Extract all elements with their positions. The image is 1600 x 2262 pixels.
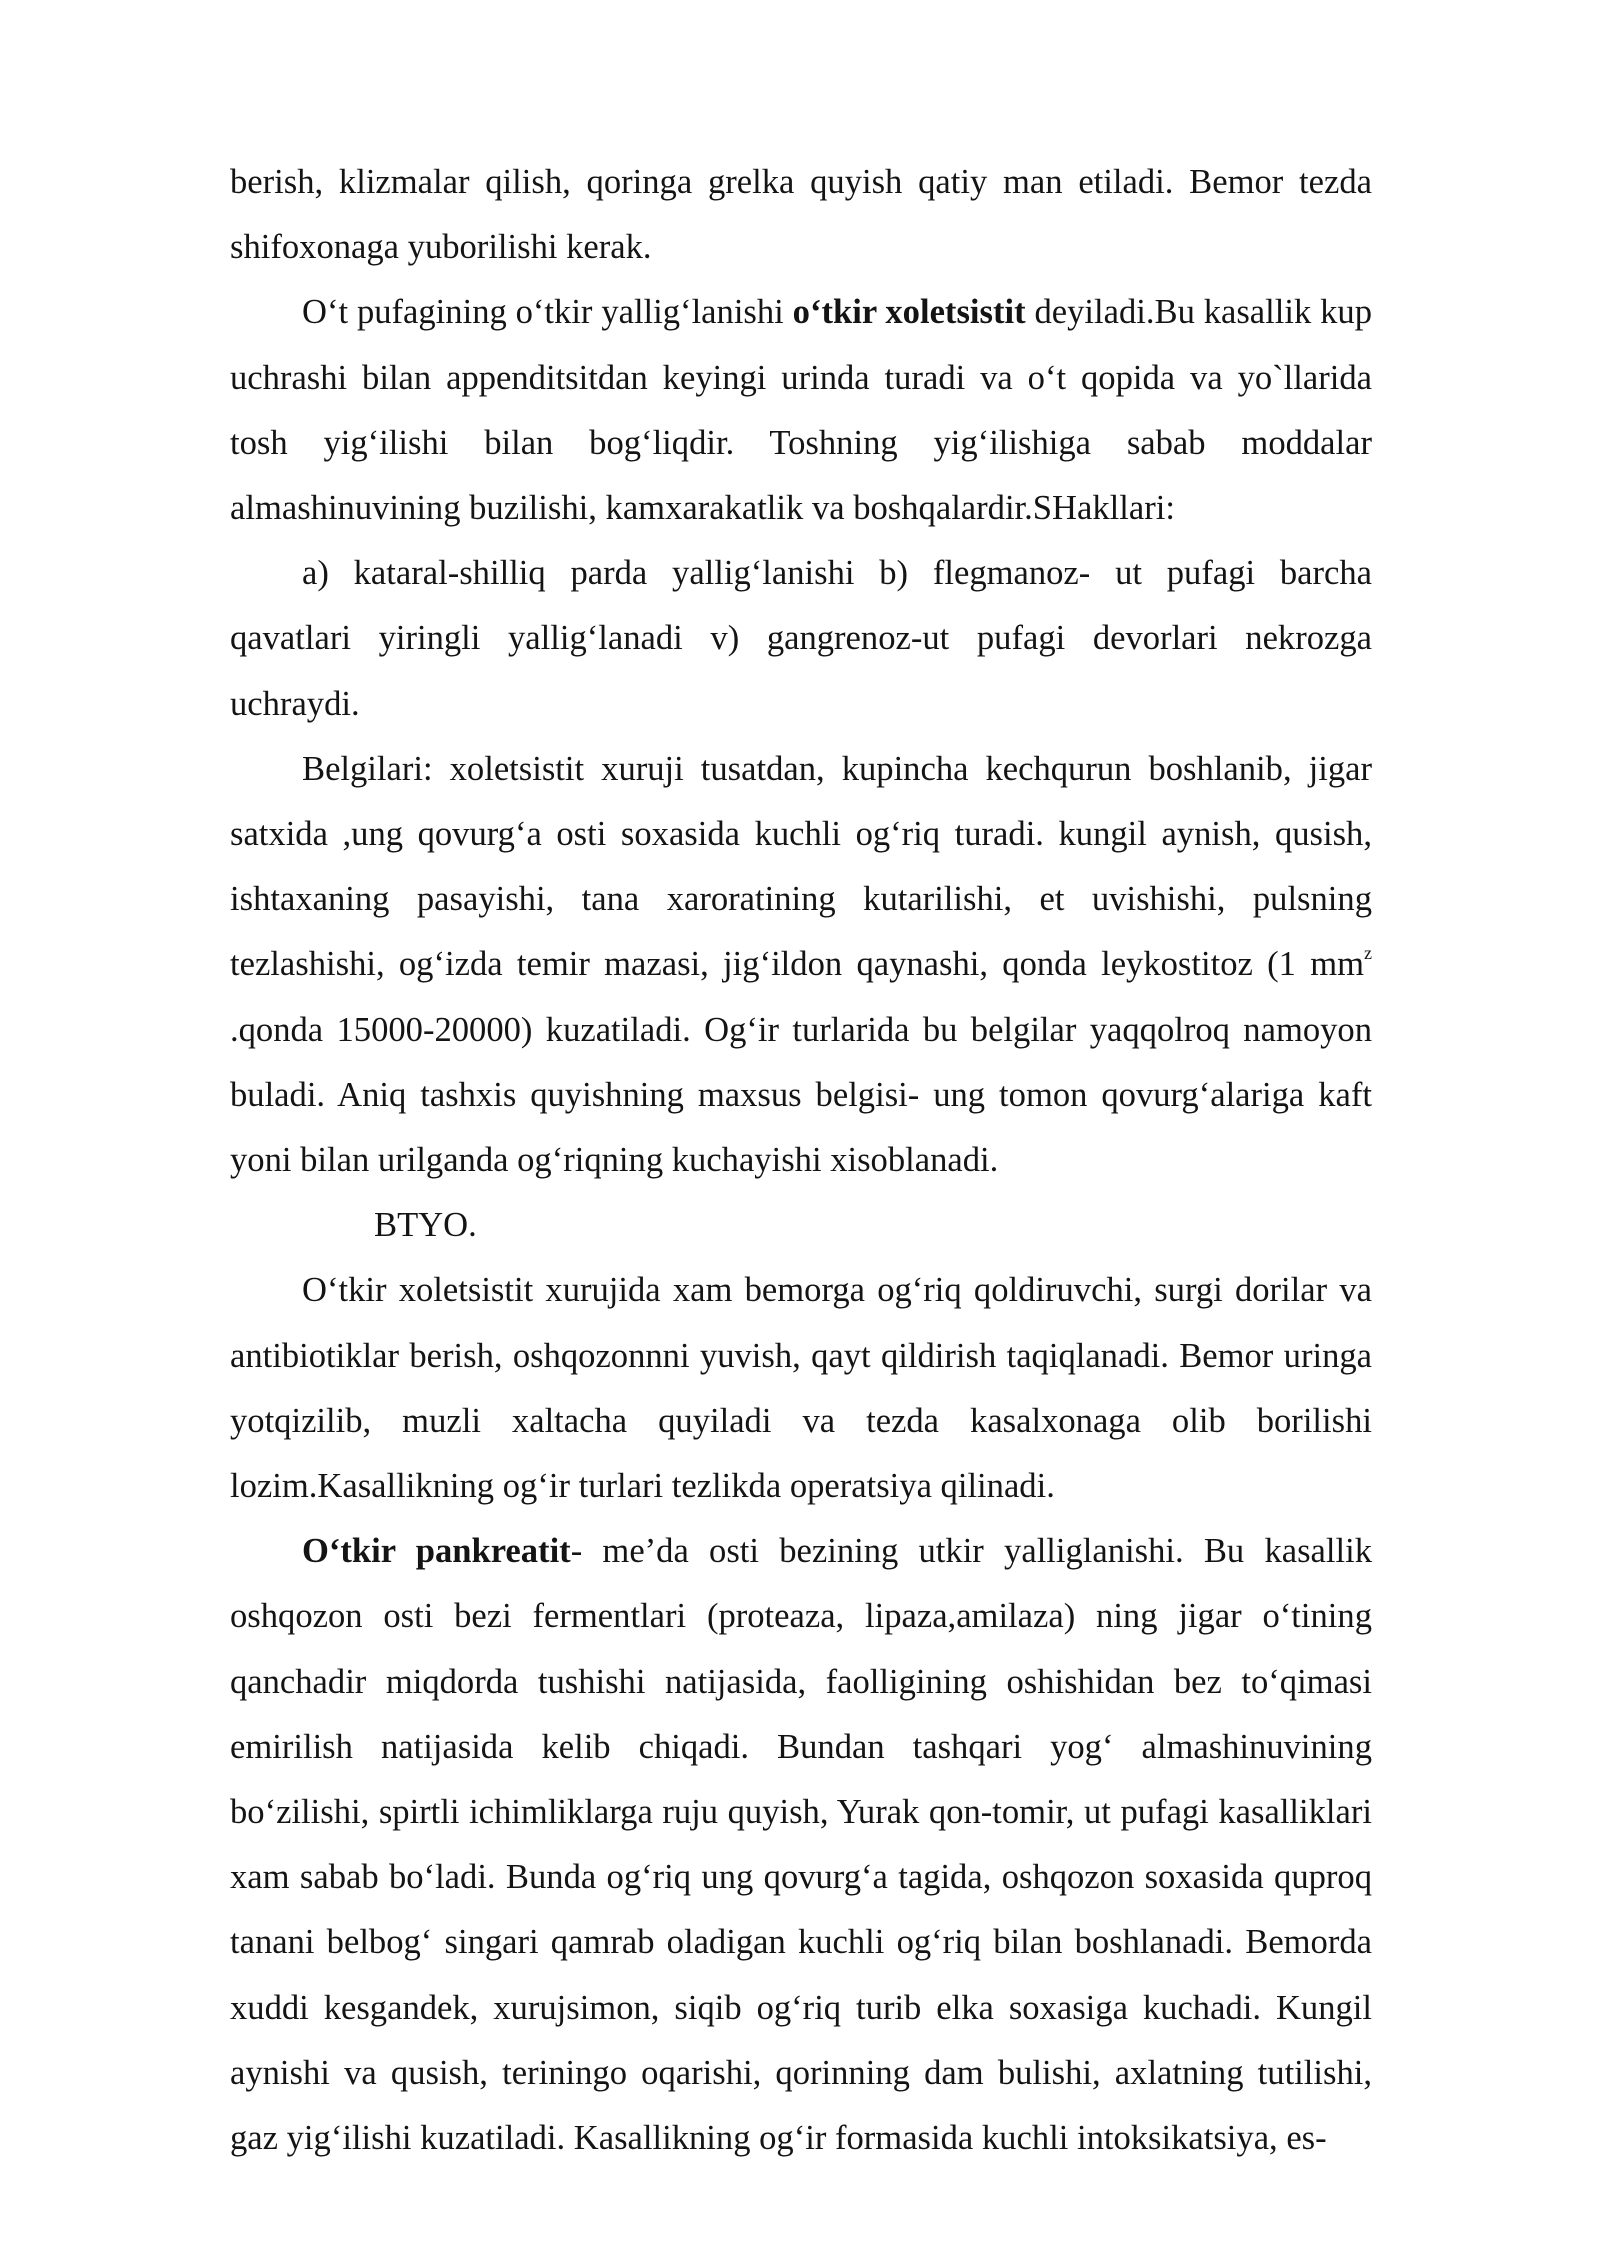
paragraph-forms: a) kataral-shilliq parda yallig‘lanishi b) flegmanoz- ut pufagi barcha qavatlari yiringli yallig‘lanadi v) gangrenoz-ut pufagi devorlari nekrozga uchraydi.	[230, 554, 1372, 723]
text-run: .qonda 15000-20000) kuzatiladi. Og‘ir turlarida bu belgilar yaqqolroq namoyon buladi. Aniq tashxis quyishning maxsus belgisi- ung tomon qovurg‘alariga kaft yoni bilan urilganda og‘riqning kuchayishi xisoblanadi.	[230, 1010, 1372, 1180]
text-run: Belgilari: xoletsistit xuruji tusatdan, kupincha kechqurun boshlanib, jigar satxida ,ung qovurg‘a osti soxasida kuchli og‘riq turadi. kungil aynish, qusish, ishtaxaning pasayishi, tana xaroratining kutarilishi, et uvishishi, pulsning tezlashishi, og‘izda temir mazasi, jig‘ildon qaynashi, qonda leykostitoz (1 mm	[230, 749, 1372, 984]
paragraph-symptoms	[230, 737, 1372, 1193]
superscript: z	[1364, 942, 1372, 963]
term-acute-pancreatitis: O‘tkir pankreatit	[302, 1532, 571, 1571]
paragraph-first-aid: O‘tkir xoletsistit xurujida xam bemorga og‘riq qoldiruvchi, surgi dorilar va antibiotiklar berish, oshqozonnni yuvish, qayt qildirish taqiqlanadi. Bemor uringa yotqizilib, muzli xaltacha quyiladi va tezda kasalxonaga olib borilishi lozim.Kasallikning og‘ir turlari tezlikda operatsiya qilinadi.	[230, 1271, 1372, 1506]
paragraph-intro: berish, klizmalar qilish, qoringa grelka quyish qatiy man etiladi. Bemor tezda shifoxonaga yuborilishi kerak.	[230, 163, 1372, 267]
document-page	[230, 150, 1372, 2171]
section-heading-btyo: BTYO.	[374, 1206, 477, 1245]
term-acute-cholecystitis: o‘tkir xoletsistit	[792, 293, 1026, 332]
text-run: O‘t pufagining o‘tkir yallig‘lanishi	[302, 293, 793, 332]
paragraph-cholecystitis-definition	[230, 280, 1372, 541]
text-run: - me’da osti bezining utkir yalliglanishi. Bu kasallik oshqozon osti bezi fermentlari (proteaza, lipaza,amilaza) ning jigar o‘tining qanchadir miqdorda tushishi natijasida, faolligining oshishidan bez to‘qimasi emirilish natijasida kelib chiqadi. Bundan tashqari yog‘ almashinuvining bo‘zilishi, spirtli ichimliklarga ruju quyish, Yurak qon-tomir, ut pufagi kasalliklari xam sabab bo‘ladi. Bunda og‘riq ung qovurg‘a tagida, oshqozon soxasida quproq tanani belbog‘ singari qamrab oladigan kuchli og‘riq bilan boshlanadi. Bemorda xuddi kesgandek, xurujsimon, siqib og‘riq turib elka soxasiga kuchadi. Kungil aynishi va qusish, teriningo oqarishi, qorinning dam bulishi, axlatning tutilishi, gaz yig‘ilishi kuzatiladi. Kasallikning og‘ir formasida kuchli intoksikatsiya, es-	[230, 1532, 1372, 2158]
text-run: deyiladi.Bu kasallik kup uchrashi bilan appenditsitdan keyingi urinda turadi va o‘t qopida va yo`llarida tosh yig‘ilishi bilan bog‘liqdir. Toshning yig‘ilishiga sabab moddalar almashinuvining buzilishi, kamxarakatlik va boshqalardir.SHakllari:	[230, 293, 1372, 528]
paragraph-pancreatitis	[230, 1519, 1372, 2171]
